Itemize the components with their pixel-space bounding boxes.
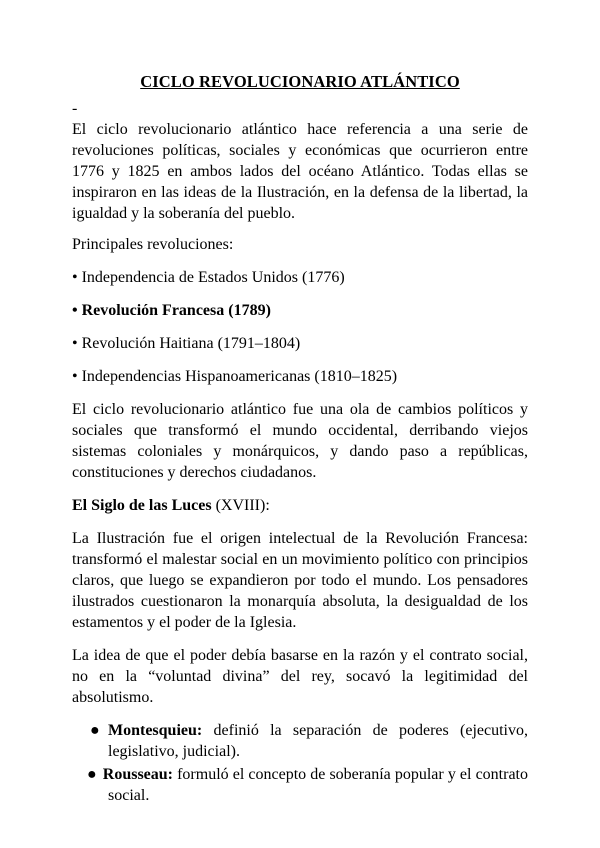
summary-paragraph: El ciclo revolucionario atlántico fue una ola de cambios políticos y sociales que transformó el mundo occidental, derribando viejos sistemas coloniales y monárquicos, y dando paso a repúblicas, constituciones y derechos ciudadanos. [72, 401, 528, 481]
section-heading-rest: (XVIII): [211, 497, 270, 514]
thinker-item [72, 720, 528, 762]
ilustracion-paragraph: La Ilustración fue el origen intelectual de la Revolución Francesa: transformó el malestar social en un movimiento político con principios claros, que luego se expandieron por todo el mundo. Los pensadores ilustrados cuestionaron la monarquía absoluta, la desigualdad de los estamentos y el poder de la Iglesia. [72, 530, 528, 631]
thinker-text: definió la separación de poderes (ejecutivo, legislativo, judicial). [108, 722, 528, 760]
thinker-item [72, 764, 528, 806]
idea-paragraph: La idea de que el poder debía basarse en la razón y el contrato social, no en la “voluntad divina” del rey, socavó la legitimidad del absolutismo. [72, 647, 528, 706]
revolution-item: • Revolución Haitiana (1791–1804) [72, 335, 301, 352]
section-heading [72, 495, 528, 516]
bullet-icon: ● [90, 722, 100, 739]
thinker-text: formuló el concepto de soberanía popular y el contrato social. [108, 766, 528, 804]
document-page [72, 72, 528, 806]
separator-dash: - [72, 100, 78, 117]
principales-label: Principales revoluciones: [72, 236, 234, 253]
document-title: CICLO REVOLUCIONARIO ATLÁNTICO [140, 72, 460, 91]
thinkers-list [72, 720, 528, 806]
revolution-item: • Revolución Francesa (1789) [72, 302, 271, 319]
revolution-item: • Independencia de Estados Unidos (1776) [72, 269, 345, 286]
revolution-item: • Independencias Hispanoamericanas (1810–1825) [72, 368, 398, 385]
thinker-name: Rousseau: [102, 766, 173, 783]
thinker-name: Montesquieu: [108, 722, 203, 739]
bullet-icon: ● [87, 766, 97, 783]
intro-paragraph: El ciclo revolucionario atlántico hace referencia a una serie de revoluciones políticas, sociales y económicas que ocurrieron entre 1776 y 1825 en ambos lados del océano Atlántico. Todas ellas se inspiraron en las ideas de la Ilustración, en la defensa de la libertad, la igualdad y la soberanía del pueblo. [72, 121, 528, 222]
section-heading-bold: El Siglo de las Luces [72, 497, 212, 514]
